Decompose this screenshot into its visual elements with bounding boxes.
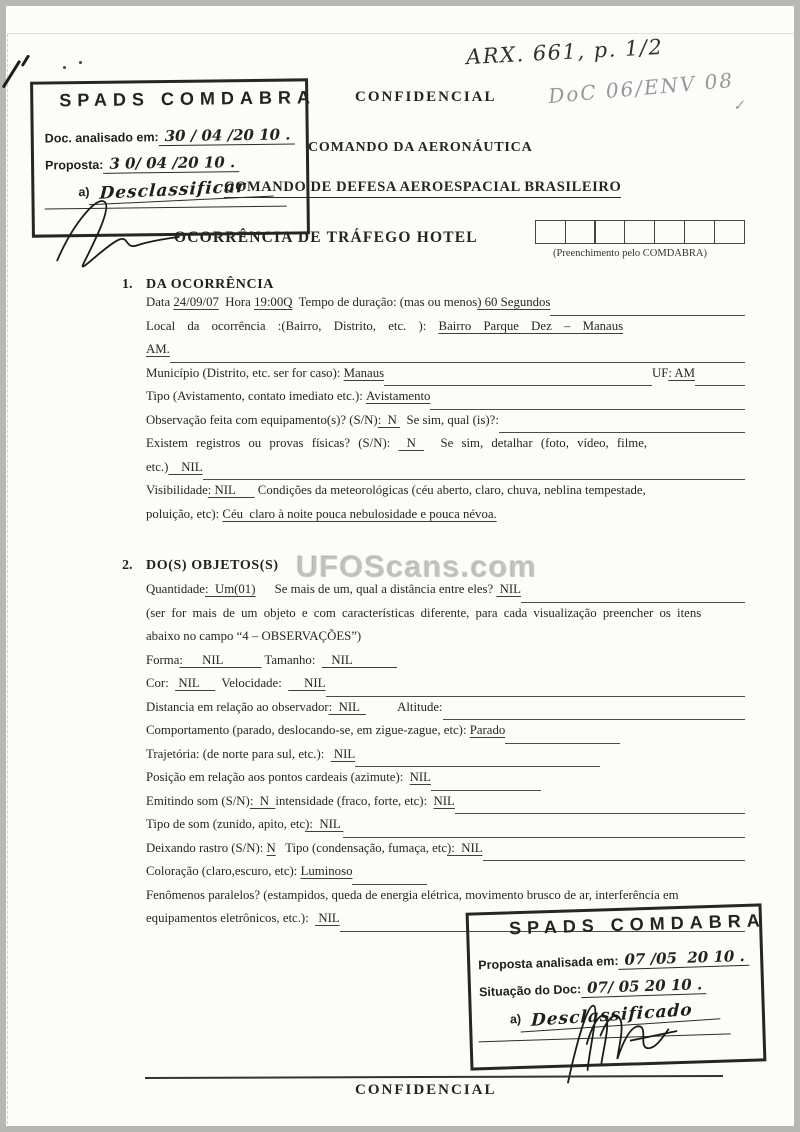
field-label: intensidade (fraco, forte, etc): <box>275 793 434 808</box>
field-label: abaixo no campo “4 – OBSERVAÇÕES”) <box>146 629 362 643</box>
field-label: (ser for mais de um objeto e com características diferente, para cada visualização preencher os itens <box>146 605 702 620</box>
comdabra-grid-cell <box>654 220 685 244</box>
field-value: : Um(01) <box>205 582 256 596</box>
stamp-decision-handwritten: Desclassificado <box>521 998 721 1032</box>
stamp-decision-handwritten: Desclassificar <box>89 175 275 205</box>
form-line <box>146 389 745 413</box>
field-value: : NIL <box>179 652 262 667</box>
field-value: NIL <box>496 582 521 596</box>
form-line <box>146 629 745 653</box>
field-value: Luminoso <box>300 864 353 878</box>
stamp-field-value-handwritten: 3 0/ 04 /20 10 . <box>103 153 239 174</box>
field-value: NIL <box>330 746 356 761</box>
field-value: Parado <box>469 723 506 737</box>
field-label: Se sim, detalhar (foto, vídeo, filme, <box>424 436 648 450</box>
watermark: UFOScans.com <box>296 549 538 584</box>
blank-line <box>550 315 745 316</box>
blank-line <box>443 719 745 720</box>
blank-line <box>695 385 745 386</box>
stamp-field-value-handwritten: 07 /05 20 10 . <box>618 947 749 970</box>
form-line <box>146 582 745 606</box>
blank-line <box>455 813 745 814</box>
form-line <box>146 295 745 319</box>
stamp-field-label: Situação do Doc: <box>478 982 582 1000</box>
field-value: 24/09/07 <box>173 295 219 309</box>
blank-line <box>343 837 745 838</box>
form-line <box>146 342 745 366</box>
grid-caption: (Preenchimento pelo COMDABRA) <box>553 248 707 259</box>
field-value: : AM <box>668 365 695 380</box>
comdabra-grid-cell <box>624 220 655 244</box>
field-value: ) 60 Segundos <box>477 295 551 309</box>
field-label: Observação feita com equipamento(s)? (S/N) <box>146 412 378 427</box>
blank-line <box>521 602 745 603</box>
form-line <box>146 794 745 818</box>
blank-line <box>483 860 745 861</box>
classification-footer: CONFIDENCIAL <box>355 1082 497 1098</box>
field-value: NIL <box>168 459 203 474</box>
field-label: Condições da meteorológicas (céu aberto, claro, chuva, neblina tempestade, <box>254 483 646 497</box>
blank-line <box>352 884 427 885</box>
stamp-spads-comdabra-bottom <box>466 903 767 1070</box>
command-title: COMANDO DA AERONÁUTICA <box>308 140 533 155</box>
form-line <box>146 653 745 677</box>
field-label: Forma <box>146 652 180 667</box>
form-line <box>146 864 745 888</box>
field-value: NIL <box>288 676 326 690</box>
blank-line <box>384 385 652 386</box>
field-label: equipamentos eletrônicos, etc.): <box>146 911 316 925</box>
field-value: ): NIL <box>305 817 344 831</box>
field-label: Cor: <box>146 676 176 690</box>
field-label: Data <box>146 295 174 309</box>
field-value: NIL <box>433 793 455 808</box>
field-label: Quantidade <box>146 582 205 596</box>
stamp-field-label: Proposta: <box>44 157 104 173</box>
form-line <box>146 723 745 747</box>
form-line <box>146 366 745 390</box>
field-label: Local da ocorrência :(Bairro, Distrito, etc. ): <box>146 318 439 333</box>
field-label: Município (Distrito, etc. ser for caso): <box>146 365 344 380</box>
blank-line <box>431 790 541 791</box>
form-line <box>146 319 745 343</box>
field-label: etc.) <box>146 459 169 474</box>
field-label: Tamanho: <box>261 652 322 667</box>
stamp-title: SPADS COMDABRA <box>59 87 317 111</box>
field-label: Tipo de som (zunido, apito, etc <box>146 817 306 831</box>
section-2-title: DO(S) OBJETOS(S) <box>146 558 279 573</box>
comdabra-grid-cell <box>535 220 566 244</box>
field-label: Existem registros ou provas físicas? (S/N): <box>146 436 399 450</box>
form-line <box>146 483 745 507</box>
form-line <box>146 700 745 724</box>
form-line <box>146 841 745 865</box>
field-label: UF <box>651 365 669 380</box>
field-label: Distancia em relação ao observador <box>146 699 329 714</box>
section-1-fields <box>146 295 745 530</box>
field-value: NIL <box>409 770 431 784</box>
field-label: Trajetória: (de norte para sul, etc.): <box>146 746 331 761</box>
field-value: 19:00Q <box>254 295 293 309</box>
ink-dot <box>63 66 66 69</box>
field-label: Altitude: <box>365 699 443 714</box>
handwritten-doc-env-ref: DoC 06/ENV 08 <box>547 67 735 109</box>
field-value: : N <box>377 412 401 427</box>
stamp-field-label: a) <box>78 184 90 200</box>
field-value: NIL <box>175 676 216 690</box>
form-line <box>146 436 745 460</box>
section-2-number: 2. <box>122 558 133 573</box>
form-line <box>146 606 745 630</box>
field-value: Avistamento <box>366 389 431 403</box>
blank-line <box>170 362 745 363</box>
field-value: ): NIL <box>447 840 483 855</box>
field-value: AM. <box>146 342 170 356</box>
form-title: OCORRÊNCIA DE TRÁFEGO HOTEL <box>174 229 478 246</box>
comdabra-grid-cell <box>594 220 625 244</box>
comdabra-grid-cell <box>684 220 715 244</box>
scan-edge-left <box>7 34 8 1124</box>
field-value: NIL <box>321 652 398 667</box>
handwritten-archive-ref: ARX. 661, p. 1/2 <box>465 34 664 70</box>
form-line <box>146 413 745 437</box>
stamp-field-value-handwritten: 30 / 04 /20 10 . <box>159 125 295 146</box>
comdabra-code-grid <box>536 220 745 244</box>
ink-dot <box>79 61 82 64</box>
field-value: : N <box>249 793 276 808</box>
section-1-title: DA OCORRÊNCIA <box>146 277 274 292</box>
blank-line <box>355 766 600 767</box>
blank-line <box>499 432 745 433</box>
field-label: Fenômenos paralelos? (estampidos, queda de energia elétrica, movimento brusco de ar, interferência em <box>146 887 679 902</box>
field-label: Tipo (condensação, fumaça, etc <box>275 840 448 855</box>
checkmark-icon: ✓ <box>731 97 746 115</box>
stamp-field-label: Doc. analisado em: <box>44 130 159 146</box>
field-label: Hora <box>218 295 255 309</box>
field-label: Velocidade: <box>215 676 289 690</box>
field-label: Se mais de um, qual a distância entre eles? <box>255 582 497 596</box>
field-value: N <box>266 840 276 855</box>
comdabra-grid-cell <box>714 220 745 244</box>
stamp-spads-comdabra-top <box>30 78 317 237</box>
blank-line <box>505 743 620 744</box>
field-value: NIL <box>315 911 340 925</box>
field-value: : NIL <box>207 483 255 497</box>
blank-line <box>203 479 745 480</box>
field-value: N <box>398 436 425 450</box>
field-value: Manaus <box>343 365 385 380</box>
section-2-fields <box>146 582 745 935</box>
comdabra-grid-cell <box>565 220 596 244</box>
field-label: poluição, etc): <box>146 506 223 521</box>
signature <box>50 175 201 277</box>
blank-line <box>326 696 745 697</box>
form-line <box>146 676 745 700</box>
field-value: Céu claro à noite pouca nebulosidade e pouca névoa. <box>222 506 497 521</box>
field-value: : NIL <box>328 699 366 714</box>
form-line <box>146 817 745 841</box>
stamp-field-label: a) <box>509 1012 522 1027</box>
classification-header: CONFIDENCIAL <box>355 89 497 105</box>
blank-line <box>430 409 745 410</box>
stamp-field-label: Proposta analisada em: <box>478 953 619 973</box>
field-value: Bairro Parque Dez – Manaus <box>438 318 624 333</box>
stamp-title: SPADS COMDABRA <box>508 910 766 939</box>
field-label: Tempo de duração: (mas ou menos <box>292 295 478 309</box>
section-1-number: 1. <box>122 277 133 292</box>
field-label: Deixando rastro (S/N): <box>146 840 267 855</box>
form-line <box>146 770 745 794</box>
field-label: Posição em relação aos pontos cardeais (azimute): <box>146 770 410 784</box>
field-label: Coloração (claro,escuro, etc): <box>146 864 301 878</box>
field-label: Tipo (Avistamento, contato imediato etc.): <box>146 389 366 403</box>
form-line <box>146 507 745 531</box>
form-line <box>146 747 745 771</box>
form-line <box>146 460 745 484</box>
stamp-field-value-handwritten: 07/ 05 20 10 . <box>581 975 707 998</box>
subcommand-title: COMANDO DE DEFESA AEROESPACIAL BRASILEIRO <box>224 179 621 198</box>
field-label: Comportamento (parado, deslocando-se, em zigue-zague, etc): <box>146 723 470 737</box>
field-label: Visibilidade <box>146 483 208 497</box>
scan-edge-top <box>8 33 794 34</box>
field-label: Se sim, qual (is)?: <box>400 412 499 427</box>
field-label: Emitindo som (S/N) <box>146 793 250 808</box>
